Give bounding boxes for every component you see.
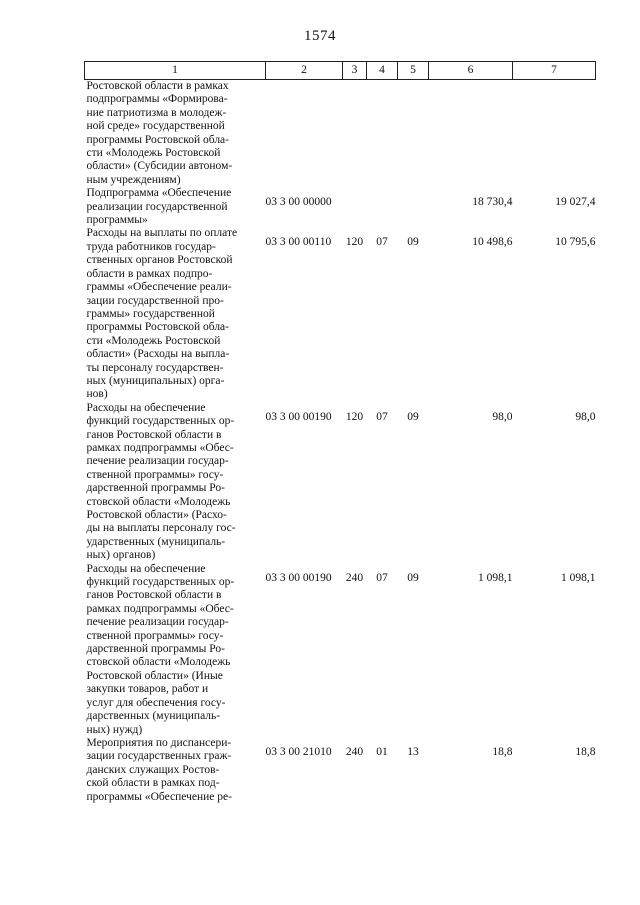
description-line: труда работников государ- bbox=[86, 240, 216, 253]
row-amount-1 bbox=[429, 80, 513, 188]
row-amount-2: 98,0 bbox=[575, 410, 596, 423]
row-section: 07 bbox=[376, 410, 388, 423]
row-subsection: 13 bbox=[407, 745, 419, 758]
column-header-2: 2 bbox=[266, 62, 343, 80]
description-line: ты персоналу государствен- bbox=[86, 361, 224, 374]
row-subsection: 09 bbox=[407, 236, 419, 249]
description-line: дарственных (муниципаль- bbox=[86, 710, 221, 723]
row-description bbox=[85, 563, 266, 737]
description-line: области» (Субсидии автоном- bbox=[86, 160, 233, 173]
row-section: 01 bbox=[376, 745, 388, 758]
table-row bbox=[85, 737, 596, 804]
description-line: Ростовской области» (Расхо- bbox=[86, 509, 227, 521]
row-expense-type: 240 bbox=[345, 571, 364, 584]
description-line: зации государственной про- bbox=[86, 294, 224, 307]
row-expense-type: 120 bbox=[345, 236, 364, 249]
row-section bbox=[367, 187, 398, 227]
description-line: ской области в рамках под- bbox=[86, 777, 220, 790]
row-section: 07 bbox=[376, 236, 388, 249]
description-line: ственной программы» госу- bbox=[86, 468, 224, 481]
row-expense-type: 240 bbox=[345, 745, 364, 758]
row-amount-2: 18,8 bbox=[575, 745, 596, 758]
description-line: ударственных (муниципаль- bbox=[86, 535, 226, 548]
description-line: печение реализации государ- bbox=[86, 455, 229, 468]
description-line: закупки товаров, работ и bbox=[86, 683, 209, 696]
row-description bbox=[85, 227, 266, 401]
column-header-4: 4 bbox=[367, 62, 398, 80]
description-line: функций государственных ор- bbox=[86, 576, 235, 589]
description-line: Ростовской области в рамках bbox=[86, 80, 229, 92]
description-line: ных (муниципальных) орга- bbox=[86, 374, 225, 387]
row-description bbox=[85, 187, 266, 227]
description-line: ганов Ростовской области в bbox=[86, 589, 222, 602]
row-section: 07 bbox=[376, 571, 388, 584]
description-line: печение реализации государ- bbox=[86, 616, 229, 629]
description-line: программы Ростовской обла- bbox=[86, 133, 229, 146]
description-line: Ростовской области» (Иные bbox=[86, 669, 223, 682]
row-description bbox=[85, 402, 266, 563]
description-line: стовской области «Молодежь bbox=[86, 656, 231, 669]
row-subsection: 09 bbox=[407, 410, 419, 423]
description-line: функций государственных ор- bbox=[86, 415, 235, 428]
row-code: 03 3 00 00190 bbox=[265, 410, 332, 423]
column-number-row bbox=[85, 62, 596, 80]
column-header-1: 1 bbox=[85, 62, 266, 80]
description-line: программы» bbox=[86, 214, 148, 227]
row-amount-2: 1 098,1 bbox=[561, 571, 596, 584]
description-line: стовской области «Молодежь bbox=[86, 495, 231, 508]
description-line: ной среде» государственной bbox=[86, 120, 225, 133]
table-row bbox=[85, 187, 596, 227]
description-line: рамках подпрограммы «Обес- bbox=[86, 441, 234, 454]
description-line: Расходы на обеспечение bbox=[86, 562, 206, 575]
description-line: программы Ростовской обла- bbox=[86, 321, 229, 334]
table-row bbox=[85, 402, 596, 563]
row-subsection bbox=[398, 187, 429, 227]
description-line: дарственной программы Ро- bbox=[86, 643, 225, 656]
description-line: области» (Расходы на выпла- bbox=[86, 348, 230, 361]
row-expense-type: 120 bbox=[345, 410, 364, 423]
description-line: ние патриотизма в молодеж- bbox=[86, 106, 227, 119]
description-line: ным учреждениям) bbox=[86, 173, 181, 186]
row-amount-1: 18,8 bbox=[492, 745, 513, 758]
table-row bbox=[85, 227, 596, 401]
row-expense-type bbox=[343, 80, 367, 188]
row-section bbox=[367, 80, 398, 188]
description-line: области в рамках подпро- bbox=[86, 267, 213, 280]
description-line: подпрограммы «Формирова- bbox=[86, 93, 228, 106]
row-code: 03 3 00 21010 bbox=[265, 745, 332, 758]
description-line: услуг для обеспечения госу- bbox=[86, 696, 226, 709]
description-line: Подпрограмма «Обеспечение bbox=[86, 187, 232, 200]
row-code: 03 3 00 00110 bbox=[265, 236, 332, 249]
row-description bbox=[85, 737, 266, 804]
description-line: ственных органов Ростовской bbox=[86, 254, 233, 267]
description-line: ды на выплаты персоналу гос- bbox=[86, 522, 236, 535]
description-line: сти «Молодежь Ростовской bbox=[86, 334, 221, 347]
description-line: данских служащих Ростов- bbox=[86, 763, 220, 776]
row-amount-1: 98,0 bbox=[492, 410, 513, 423]
description-line: нов) bbox=[86, 388, 108, 401]
row-code: 03 3 00 00000 bbox=[265, 196, 332, 209]
row-amount-1: 1 098,1 bbox=[478, 571, 513, 584]
row-amount-1: 18 730,4 bbox=[472, 196, 513, 209]
description-line: сти «Молодежь Ростовской bbox=[86, 147, 221, 160]
column-header-5: 5 bbox=[398, 62, 429, 80]
row-code bbox=[266, 80, 343, 188]
description-line: ганов Ростовской области в bbox=[86, 428, 222, 441]
column-header-7: 7 bbox=[513, 62, 596, 80]
table-row bbox=[85, 563, 596, 737]
row-amount-2: 19 027,4 bbox=[555, 196, 596, 209]
description-line: программы «Обеспечение ре- bbox=[86, 790, 232, 803]
description-line: Мероприятия по диспансери- bbox=[86, 736, 232, 749]
description-line: ных) органов) bbox=[86, 549, 156, 562]
table-row bbox=[85, 80, 596, 188]
row-expense-type bbox=[343, 187, 367, 227]
column-header-3: 3 bbox=[343, 62, 367, 80]
page-number: 1574 bbox=[304, 28, 336, 44]
row-amount-2: 10 795,6 bbox=[555, 236, 596, 249]
row-amount-2 bbox=[513, 80, 596, 188]
description-line: Расходы на выплаты по оплате bbox=[86, 227, 238, 240]
budget-table bbox=[84, 61, 596, 804]
description-line: Расходы на обеспечение bbox=[86, 401, 206, 414]
row-code: 03 3 00 00190 bbox=[265, 571, 332, 584]
row-subsection bbox=[398, 80, 429, 188]
description-line: граммы «Обеспечение реали- bbox=[86, 281, 232, 294]
column-header-6: 6 bbox=[429, 62, 513, 80]
description-line: реализации государственной bbox=[86, 200, 228, 213]
description-line: рамках подпрограммы «Обес- bbox=[86, 602, 234, 615]
description-line: граммы» государственной bbox=[86, 307, 215, 320]
row-amount-1: 10 498,6 bbox=[472, 236, 513, 249]
description-line: зации государственных граж- bbox=[86, 750, 232, 763]
description-line: ственной программы» госу- bbox=[86, 629, 224, 642]
description-line: ных) нужд) bbox=[86, 723, 143, 736]
row-description bbox=[85, 80, 266, 188]
description-line: дарственной программы Ро- bbox=[86, 482, 225, 495]
row-subsection: 09 bbox=[407, 571, 419, 584]
